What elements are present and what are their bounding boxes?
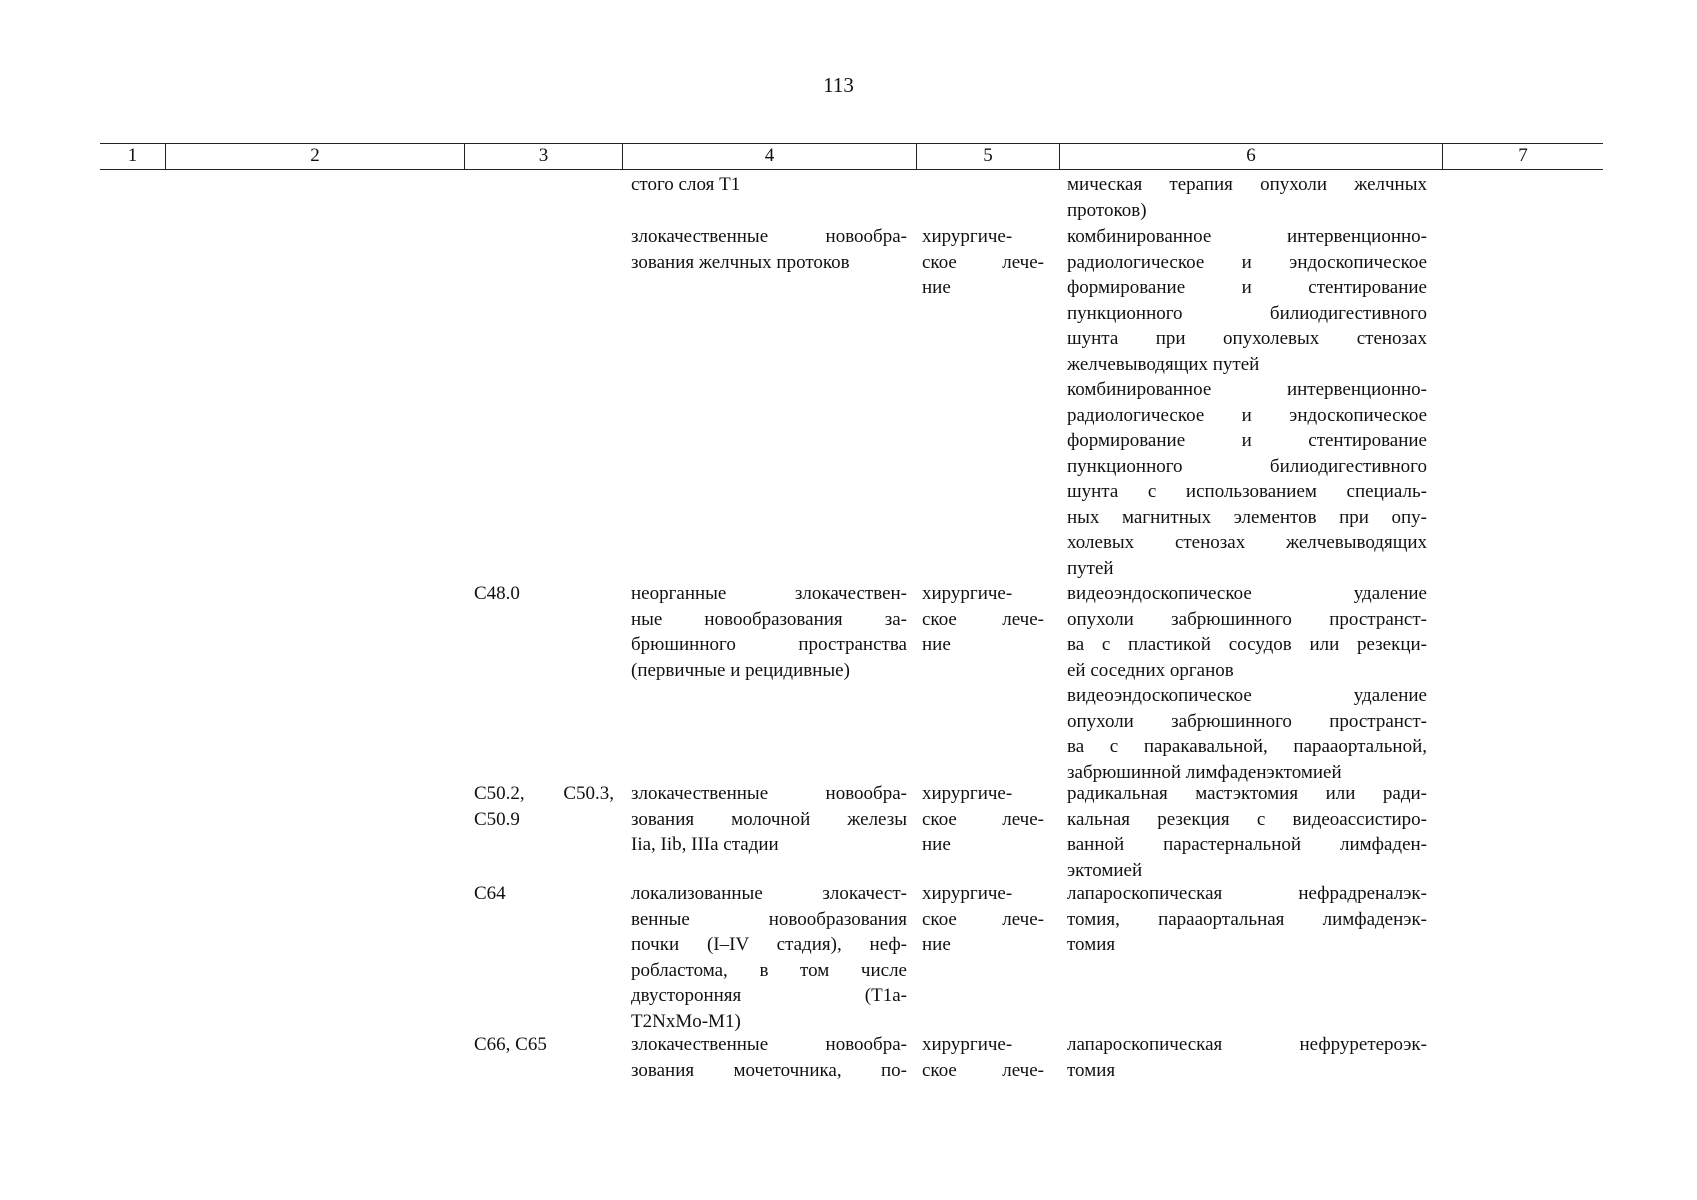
text-line: комбинированное интервенционно- [1067, 226, 1427, 247]
text-line: ва с паракавальной, парааортальной, [1067, 736, 1427, 757]
text-line: видеоэндоскопическое удаление [1067, 685, 1427, 706]
text-line: протоков) [1067, 199, 1147, 221]
header-cell-4: 4 [623, 144, 917, 169]
text-line: неорганные злокачествен- [631, 583, 907, 604]
header-cell-1: 1 [100, 144, 166, 169]
row-5-col4-text [631, 1032, 907, 1083]
text-line: локализованные злокачест- [631, 883, 907, 904]
row-5-col6-text [1067, 1032, 1427, 1083]
row-1-col5-text [922, 224, 1044, 301]
row-0-col4-text [631, 172, 907, 198]
row-5-col3-code [474, 1032, 614, 1058]
text-line: шунта при опухолевых стенозах [1067, 328, 1427, 349]
header-cell-6: 6 [1060, 144, 1443, 169]
text-line: ское лече- [922, 608, 1044, 630]
text-line: ское лече- [922, 908, 1044, 930]
text-line: лапароскопическая нефруретероэк- [1067, 1034, 1427, 1055]
text-line: комбинированное интервенционно- [1067, 379, 1427, 400]
row-5-col5-text [922, 1032, 1044, 1083]
header-cell-3: 3 [465, 144, 623, 169]
text-line: C64 [474, 883, 506, 904]
text-line: ние [922, 634, 951, 655]
text-line: хирургиче- [922, 226, 1013, 247]
text-line: зования желчных протоков [631, 251, 850, 273]
text-line: ское лече- [922, 1059, 1044, 1081]
row-0-col6-text [1067, 172, 1427, 223]
text-line: ское лече- [922, 808, 1044, 830]
row-3-col5-text [922, 781, 1044, 858]
text-line: формирование и стентирование [1067, 277, 1427, 298]
row-3-col3-code [474, 781, 614, 832]
text-line: C50.9 [474, 808, 520, 830]
text-line: мическая терапия опухоли желчных [1067, 174, 1427, 195]
text-line: пункционного билиодигестивного [1067, 302, 1427, 324]
text-line: томия [1067, 1059, 1116, 1081]
text-line: кальная резекция с видеоассистиро- [1067, 808, 1427, 830]
text-line: ей соседних органов [1067, 659, 1234, 681]
text-line: шунта с использованием специаль- [1067, 481, 1427, 502]
text-line: хирургиче- [922, 883, 1013, 904]
text-line: Iia, Iib, IIIa стадии [631, 834, 779, 855]
text-line: томия [1067, 934, 1116, 955]
row-1-col4-text [631, 224, 907, 275]
text-line: радиологическое и эндоскопическое [1067, 404, 1427, 426]
text-line: хирургиче- [922, 583, 1013, 604]
text-line: ные новообразования за- [631, 608, 907, 630]
text-line: радиологическое и эндоскопическое [1067, 251, 1427, 273]
text-line: зования молочной железы [631, 808, 907, 830]
text-line: ных магнитных элементов при опу- [1067, 506, 1427, 528]
text-line: формирование и стентирование [1067, 430, 1427, 451]
text-line: томия, парааортальная лимфаденэк- [1067, 908, 1427, 930]
header-cell-5: 5 [917, 144, 1060, 169]
text-line: ние [922, 834, 951, 855]
text-line: путей [1067, 557, 1114, 579]
text-line: двусторонняя (T1a- [631, 985, 907, 1006]
text-line: венные новообразования [631, 908, 907, 930]
text-line: стого слоя T1 [631, 174, 741, 195]
text-line: ние [922, 277, 951, 298]
header-cell-7: 7 [1518, 145, 1528, 166]
text-line: опухоли забрюшинного пространст- [1067, 710, 1427, 732]
text-line: радикальная мастэктомия или ради- [1067, 783, 1427, 804]
text-line: T2NxMo-M1) [631, 1010, 741, 1032]
text-line: видеоэндоскопическое удаление [1067, 583, 1427, 604]
text-line: эктомией [1067, 859, 1143, 881]
row-3-col4-text [631, 781, 907, 858]
row-4-col6-text [1067, 881, 1427, 958]
text-line: холевых стенозах желчевыводящих [1067, 532, 1427, 553]
row-3-col6-text [1067, 781, 1427, 883]
text-line: C50.2, C50.3, [474, 783, 614, 804]
text-line: зования мочеточника, по- [631, 1059, 907, 1081]
text-line: ва с пластикой сосудов или резекци- [1067, 634, 1427, 655]
row-4-col5-text [922, 881, 1044, 958]
text-line: злокачественные новообра- [631, 226, 907, 247]
text-line: злокачественные новообра- [631, 1034, 907, 1055]
header-cell-2: 2 [166, 144, 465, 169]
text-line: C66, C65 [474, 1034, 547, 1055]
text-line: брюшинного пространства [631, 634, 907, 655]
page-number: 113 [823, 73, 854, 97]
row-2-col6-text [1067, 581, 1427, 785]
text-line: хирургиче- [922, 783, 1013, 804]
table-header-row [100, 143, 1603, 170]
row-4-col4-text [631, 881, 907, 1034]
text-line: хирургиче- [922, 1034, 1013, 1055]
text-line: C48.0 [474, 583, 520, 604]
text-line: забрюшинной лимфаденэктомией [1067, 761, 1342, 783]
text-line: желчевыводящих путей [1067, 353, 1260, 375]
text-line: злокачественные новообра- [631, 783, 907, 804]
row-1-col6-text [1067, 224, 1427, 581]
row-2-col5-text [922, 581, 1044, 658]
row-2-col4-text [631, 581, 907, 683]
row-4-col3-code [474, 881, 614, 907]
text-line: пункционного билиодигестивного [1067, 455, 1427, 477]
text-line: опухоли забрюшинного пространст- [1067, 608, 1427, 630]
text-line: ванной парастернальной лимфаден- [1067, 834, 1427, 855]
text-line: (первичные и рецидивные) [631, 659, 850, 681]
row-2-col3-code [474, 581, 614, 607]
text-line: ское лече- [922, 251, 1044, 273]
text-line: робластома, в том числе [631, 959, 907, 981]
text-line: ние [922, 934, 951, 955]
text-line: лапароскопическая нефрадреналэк- [1067, 883, 1427, 904]
text-line: почки (I–IV стадия), неф- [631, 934, 907, 955]
